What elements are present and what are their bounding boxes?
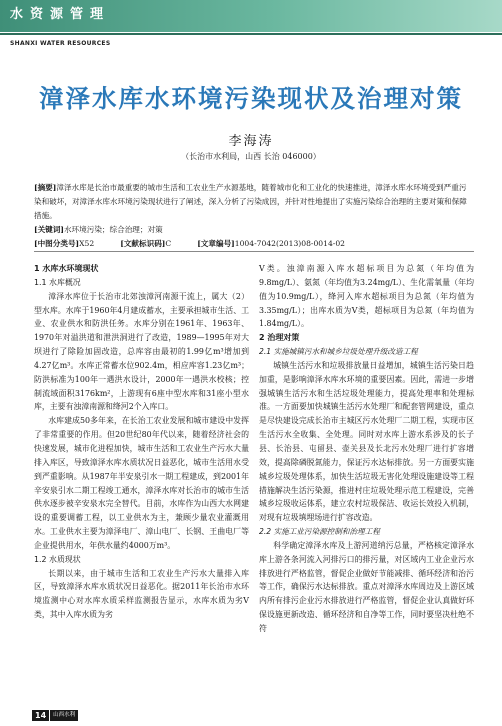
subsection-heading: 1.1 水库概况 xyxy=(34,277,81,287)
abstract-block xyxy=(34,181,474,251)
abstract-divider xyxy=(34,251,474,252)
keywords-line xyxy=(34,223,474,237)
abstract-text: 漳泽水库是长治市最重要的城市生活和工农业生产水源基地，随着城市化和工业化的快速推进，漳泽水库水环境受到严重污染和破坏，对漳泽水库水环境污染现状进行了阐述，深入分析了污染成因，并针对性地提出了实施污染综合治理的主要对策和保障措施。 xyxy=(34,183,467,220)
article-no-item xyxy=(197,237,345,251)
subsection-heading: 2.2 实施工业污染源控制和治理工程 xyxy=(259,527,380,537)
subsection-heading: 1.2 水质现状 xyxy=(34,554,81,564)
abstract-paragraph xyxy=(34,181,474,223)
doc-code-value: C xyxy=(165,239,172,248)
section-heading: 1 水库水环境现状 xyxy=(34,264,99,273)
page-footer xyxy=(32,710,78,720)
footer-journal-name: 山西水利 xyxy=(50,710,78,721)
clc-item xyxy=(34,237,94,251)
keywords-label: [关键词] xyxy=(34,225,64,234)
journal-header xyxy=(0,0,502,38)
journal-english-name: SHANXI WATER RESOURCES xyxy=(10,40,111,47)
author-affiliation: （长治市水利局，山西 长治 046000） xyxy=(181,152,321,161)
doc-code-label: [文献标识码] xyxy=(120,239,166,248)
keywords-text: 水环境污染；综合治理；对策 xyxy=(63,225,163,234)
body-paragraph: 城镇生活污水和垃圾排放量日益增加，城镇生活污染日趋加重，是影响漳泽水库水环境的重要因素。因此，需进一步增强城镇生活污水和生活垃圾处理能力，提高处理率和处理标准。一方面要加快城镇生活污水处理厂和配套管网建设，重点是尽快建设完成长治市主城区污水处理厂二期工程，实现市区生活污水全收集、全处理。同时对水库上游水系涉及的长子县、长治县、屯留县、壶关县及长北污水处理厂进行扩容增效，提高除磷脱氮能力，保证污水达标排放。另一方面要实施城乡垃圾处理体系，加快生活垃圾无害化处理设施建设等工程措施解决生活污染源，推进村庄垃圾处理示范工程建设，完善城乡垃圾收运体系，建立农村垃圾保洁、收运长效投入机制，对现有垃圾填埋场进行扩容改造。 xyxy=(259,360,474,523)
section-heading: 2 治理对策 xyxy=(259,333,300,343)
body-paragraph: 水库建成50多年来，在长治工农业发展和城市建设中发挥了非常重要的作用。但20世纪80年代以来，随着经济社会的快速发展，城市化进程加快，城市生活和工农业生产污水大量排入库区，导致漳泽水库水质状况日益恶化，城市生活用水受到严重影响。从1987年半安泉引水一期工程建成，到2001年辛安泉引水二期工程竣工通水，漳泽水库对长治市的城市生活供水逐步被辛安泉水完全替代。目前，水库作为山西大水网建设的重要调蓄工程，以工业供水为主，兼顾少量农业灌溉用水。工业供水主要为漳泽电厂、漳山电厂、长钢、王曲电厂等企业提供用水，年供水量约4000万m³。 xyxy=(34,416,249,550)
body-column-right xyxy=(259,262,474,636)
page-number: 14 xyxy=(32,710,49,721)
article-no-value: 1004-7042(2013)08-0014-02 xyxy=(234,239,346,248)
body-paragraph: V类。浊漳南源入库水超标项目为总氮（年均值为9.8mg/L）、氨氮（年均值为3.24mg/L）、生化需氧量（年均值为10.9mg/L），绛河入库水超标项目为总氮（年均值为3.35mg/L）；出库水质为V类，超标项目为总氮（年均值为1.84mg/L）。 xyxy=(259,264,474,329)
article-no-label: [文章编号] xyxy=(197,239,235,248)
clc-label: [中图分类号] xyxy=(34,239,80,248)
header-rule xyxy=(0,33,502,35)
body-paragraph: 长期以来，由于城市生活和工农业生产污水大量排入库区，导致漳泽水库水质状况日益恶化。据2011年长治市水环境监测中心对水库水质采样监测报告显示，水库水质为劣V类，其中入库水质为劣 xyxy=(34,568,249,620)
body-paragraph: 科学确定漳泽水库及上游河道纳污总量，严格核定漳泽水库上游各条河流入河排污口的排污量，对区域内工业企业污水排放进行严格监管，督促企业做好节能减排、循环经济和治污等工作，确保污水达标排放。重点对漳泽水库周边及上游区域内所有排污企业污水排放进行严格监管，督促企业认真做好环保设施更新改造、循环经济和自净等工作，同时要坚决杜绝不符 xyxy=(259,540,474,633)
classification-line xyxy=(34,237,474,251)
journal-section-name: 水资源管理 xyxy=(10,7,111,22)
abstract-label: [摘要] xyxy=(34,183,57,192)
doc-code-item xyxy=(120,237,171,251)
body-paragraph: 漳泽水库位于长治市北郊浊漳河南源干流上，属大（2）型水库。水库于1960年4月建成蓄水，主要承担城市生活、工业、农业供水和防洪任务。水库分别在1961年、1963年、1970年对溢洪道和泄洪洞进行了改造，1989—1995年对大坝进行了除险加固改造，总库容由最初的1.99亿m³增加到4.27亿m³。水库正常蓄水位902.4m，相应库容1.23亿m³；防洪标准为100年一遇洪水设计，2000年一遇洪水校核；控制流域面积3176km²，上游现有6座中型水库和31座小型水库，主要有浊漳南源和绛河2个入库口。 xyxy=(34,291,249,412)
author-name: 李海涛 xyxy=(228,134,274,149)
clc-value: X52 xyxy=(79,239,95,248)
body-column-left xyxy=(34,262,249,622)
subsection-heading: 2.1 实施城镇污水和城乡垃圾处理升级改造工程 xyxy=(259,347,418,357)
article-title: 漳泽水库水环境污染现状及治理对策 xyxy=(39,84,463,113)
